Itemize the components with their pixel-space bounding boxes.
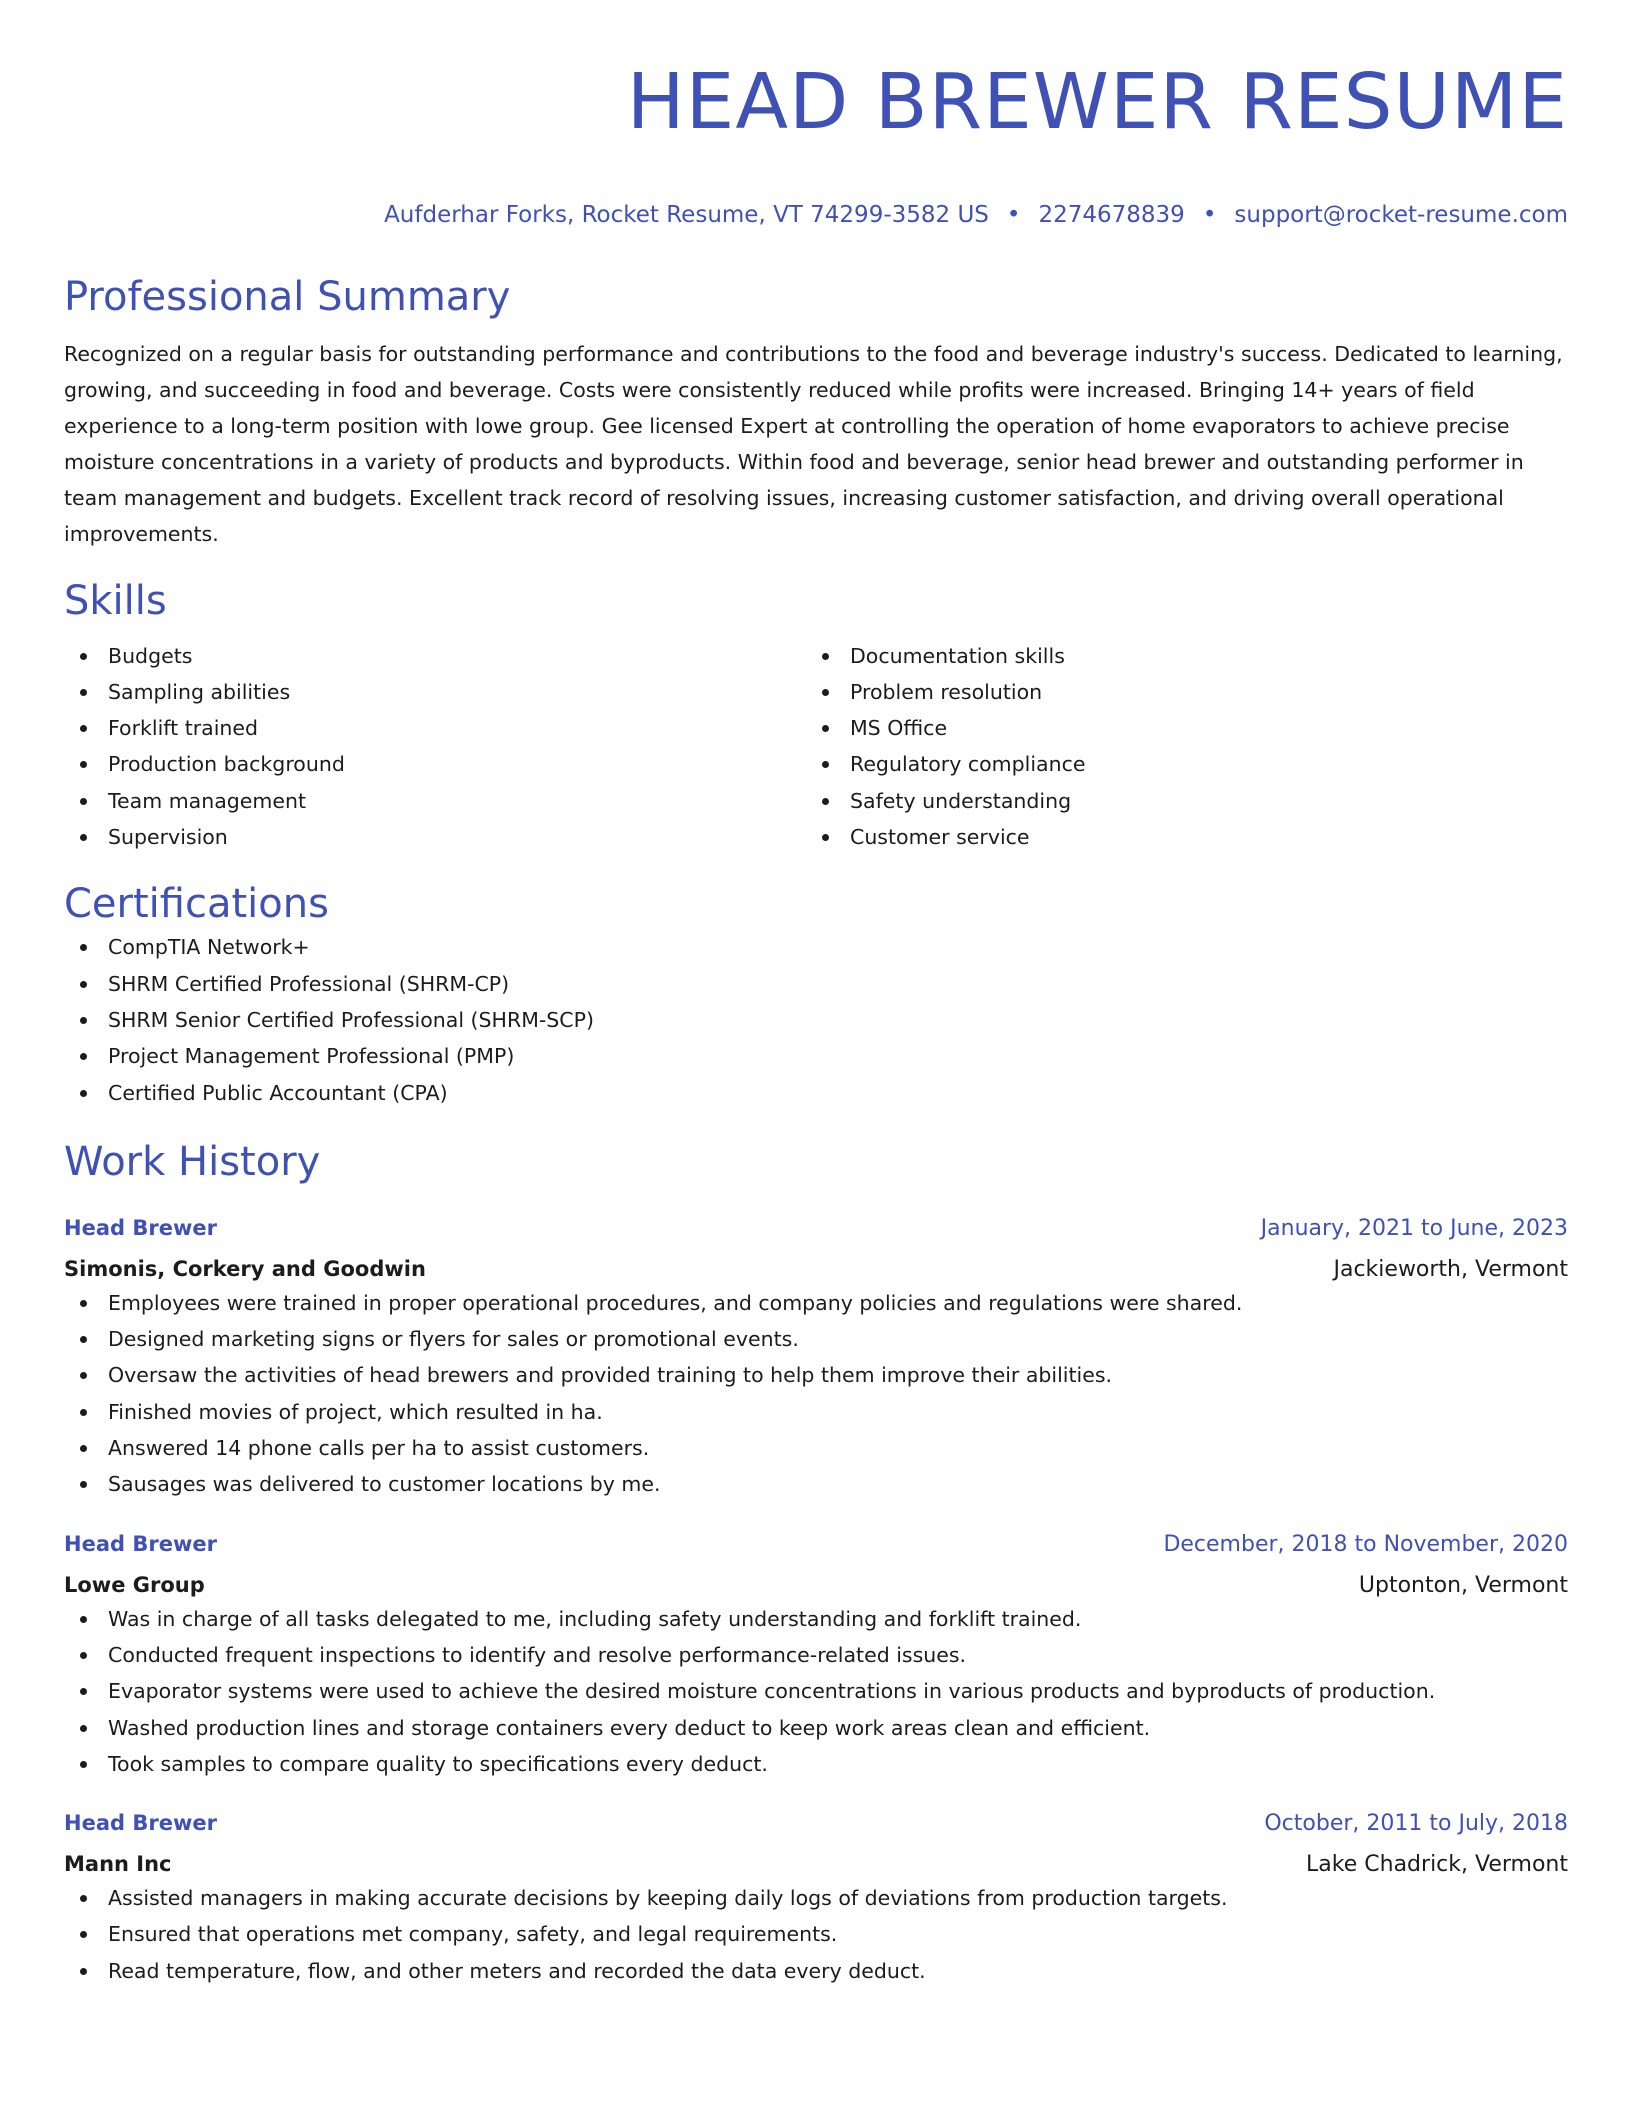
skill-item: Sampling abilities (64, 674, 806, 710)
job-bullet: Sausages was delivered to customer locations by me. (64, 1466, 1568, 1502)
job-location: Uptonton, Vermont (1358, 1572, 1568, 1598)
job-bullet: Was in charge of all tasks delegated to me, including safety understanding and forklift trained. (64, 1601, 1568, 1637)
job-dates: October, 2011 to July, 2018 (1264, 1811, 1568, 1837)
job-bullet: Answered 14 phone calls per ha to assist customers. (64, 1430, 1568, 1466)
job-bullet: Designed marketing signs or flyers for sales or promotional events. (64, 1321, 1568, 1357)
certification-item: SHRM Senior Certified Professional (SHRM-SCP) (64, 1002, 1568, 1038)
skill-item: Safety understanding (806, 783, 1548, 819)
skill-item: Regulatory compliance (806, 746, 1548, 782)
skill-item: MS Office (806, 710, 1548, 746)
contact-line (64, 200, 1568, 230)
skill-item: Customer service (806, 819, 1548, 855)
summary-heading: Professional Summary (64, 273, 511, 320)
job-entry (64, 1529, 1568, 1782)
job-dates: January, 2021 to June, 2023 (1260, 1215, 1568, 1241)
job-bullet: Washed production lines and storage containers every deduct to keep work areas clean and efficient. (64, 1710, 1568, 1746)
skill-item: Forklift trained (64, 710, 806, 746)
certification-item: SHRM Certified Professional (SHRM-CP) (64, 966, 1568, 1002)
job-entry (64, 1808, 1568, 1989)
job-entry (64, 1213, 1568, 1503)
resume-title: HEAD BREWER RESUME (626, 58, 1568, 147)
job-bullets (64, 1285, 1568, 1503)
certification-item: CompTIA Network+ (64, 929, 1568, 965)
summary-text: Recognized on a regular basis for outstanding performance and contributions to the food and beverage industry's success. Dedicated to learning, growing, and succeeding in food and beverage. Costs were consistently reduced while profits were increased. Bringing 14+ years of field experience to a long-term position with lowe group. Gee licensed Expert at controlling the operation of home evaporators to achieve precise moisture concentrations in a variety of products and byproducts. Within food and beverage, senior head brewer and outstanding performer in team management and budgets. Excellent track record of resolving issues, increasing customer satisfaction, and driving overall operational improvements. (64, 341, 1563, 546)
certifications-heading: Certifications (64, 881, 329, 928)
job-location: Jackieworth, Vermont (1333, 1256, 1568, 1282)
contact-email: support@rocket-resume.com (1234, 201, 1568, 228)
job-bullet: Conducted frequent inspections to identify and resolve performance-related issues. (64, 1637, 1568, 1673)
job-bullet: Took samples to compare quality to specifications every deduct. (64, 1746, 1568, 1782)
skill-item: Production background (64, 746, 806, 782)
certifications-list (64, 929, 1568, 1110)
job-bullet: Assisted managers in making accurate decisions by keeping daily logs of deviations from production targets. (64, 1880, 1568, 1916)
job-bullet: Read temperature, flow, and other meters and recorded the data every deduct. (64, 1953, 1568, 1989)
job-bullet: Employees were trained in proper operational procedures, and company policies and regulations were shared. (64, 1285, 1568, 1321)
skills-column-right (806, 638, 1548, 856)
job-bullet: Finished movies of project, which resulted in ha. (64, 1394, 1568, 1430)
certification-item: Certified Public Accountant (CPA) (64, 1075, 1568, 1111)
contact-address: Aufderhar Forks, Rocket Resume, VT 74299-3582 US (384, 201, 989, 228)
work-history-heading: Work History (64, 1138, 321, 1185)
job-company: Mann Inc (64, 1852, 172, 1877)
job-title: Head Brewer (64, 1215, 217, 1240)
skills-heading: Skills (64, 577, 167, 624)
job-title: Head Brewer (64, 1531, 217, 1556)
contact-separator: • (1006, 201, 1021, 228)
job-title: Head Brewer (64, 1811, 217, 1836)
contact-phone: 2274678839 (1038, 201, 1185, 228)
job-bullets (64, 1880, 1568, 1989)
skills-column-left (64, 638, 806, 856)
job-bullet: Ensured that operations met company, safety, and legal requirements. (64, 1916, 1568, 1952)
job-bullet: Oversaw the activities of head brewers and provided training to help them improve their abilities. (64, 1357, 1568, 1393)
job-bullets (64, 1601, 1568, 1782)
job-company: Lowe Group (64, 1572, 205, 1597)
skill-item: Problem resolution (806, 674, 1548, 710)
skill-item: Team management (64, 783, 806, 819)
skill-item: Documentation skills (806, 638, 1548, 674)
resume-page (64, 0, 1568, 1989)
skill-item: Supervision (64, 819, 806, 855)
certification-item: Project Management Professional (PMP) (64, 1038, 1568, 1074)
job-dates: December, 2018 to November, 2020 (1163, 1531, 1568, 1557)
contact-separator: • (1202, 201, 1217, 228)
job-bullet: Evaporator systems were used to achieve the desired moisture concentrations in various products and byproducts of production. (64, 1673, 1568, 1709)
job-company: Simonis, Corkery and Goodwin (64, 1256, 426, 1281)
skill-item: Budgets (64, 638, 806, 674)
job-location: Lake Chadrick, Vermont (1306, 1852, 1568, 1878)
skills-list (64, 638, 1568, 856)
